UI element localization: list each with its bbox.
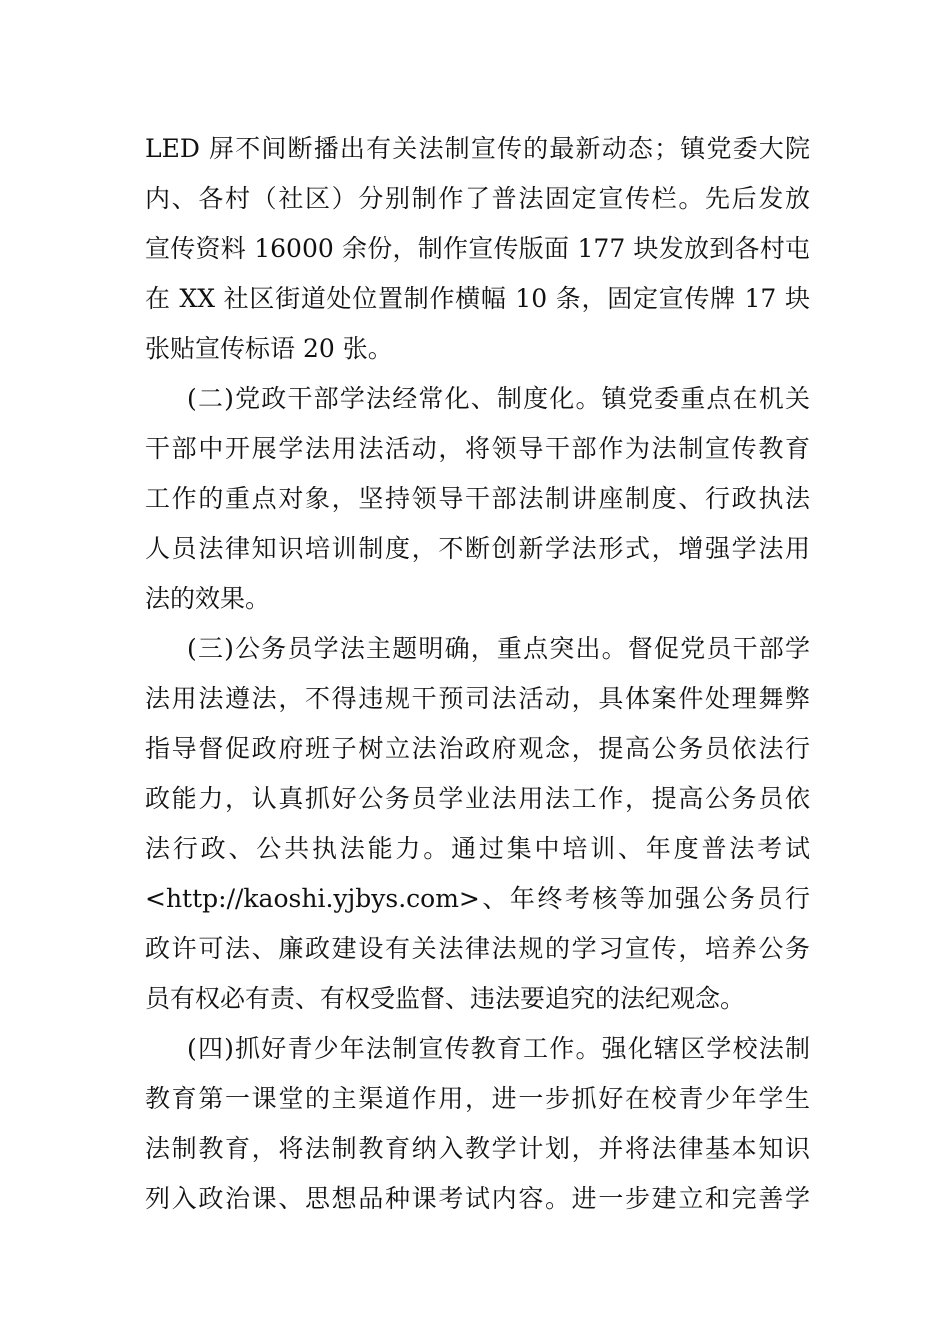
text-line: 工作的重点对象，坚持领导干部法制讲座制度、行政执法: [145, 484, 810, 513]
text-line: 干部中开展学法用法活动，将领导干部作为法制宣传教育: [145, 434, 810, 463]
text-line: 法的效果。: [145, 584, 271, 613]
text-line: 政能力，认真抓好公务员学业法用法工作，提高公务员依: [145, 784, 810, 813]
text-line: 法行政、公共执法能力。通过集中培训、年度普法考试: [145, 834, 810, 863]
text-line: <http://kaoshi.yjbys.com>、年终考核等加强公务员行: [145, 884, 810, 913]
text-line: (二)党政干部学法经常化、制度化。镇党委重点在机关: [187, 384, 810, 413]
text-line: 指导督促政府班子树立法治政府观念，提高公务员依法行: [145, 734, 810, 763]
text-line: (四)抓好青少年法制宣传教育工作。强化辖区学校法制: [187, 1034, 810, 1063]
text-line: 员有权必有责、有权受监督、违法要追究的法纪观念。: [145, 984, 746, 1013]
text-line: 张贴宣传标语 20 张。: [145, 334, 393, 363]
text-line: 教育第一课堂的主渠道作用，进一步抓好在校青少年学生: [145, 1084, 810, 1113]
text-line: 法用法遵法，不得违规干预司法活动，具体案件处理舞弊: [145, 684, 810, 713]
text-line: 法制教育，将法制教育纳入教学计划，并将法律基本知识: [145, 1134, 810, 1163]
text-line: (三)公务员学法主题明确，重点突出。督促党员干部学: [187, 634, 810, 663]
document-body: [145, 124, 810, 1224]
text-line: 人员法律知识培训制度，不断创新学法形式，增强学法用: [145, 534, 810, 563]
text-line: 在 XX 社区街道处位置制作横幅 10 条，固定宣传牌 17 块: [145, 284, 810, 313]
text-line: 政许可法、廉政建设有关法律法规的学习宣传，培养公务: [145, 934, 810, 963]
text-line: LED 屏不间断播出有关法制宣传的最新动态；镇党委大院: [145, 134, 810, 163]
text-line: 宣传资料 16000 余份，制作宣传版面 177 块发放到各村屯: [145, 234, 810, 263]
text-line: 内、各村（社区）分别制作了普法固定宣传栏。先后发放: [145, 184, 810, 213]
text-line: 列入政治课、思想品种课考试内容。进一步建立和完善学: [145, 1184, 810, 1213]
